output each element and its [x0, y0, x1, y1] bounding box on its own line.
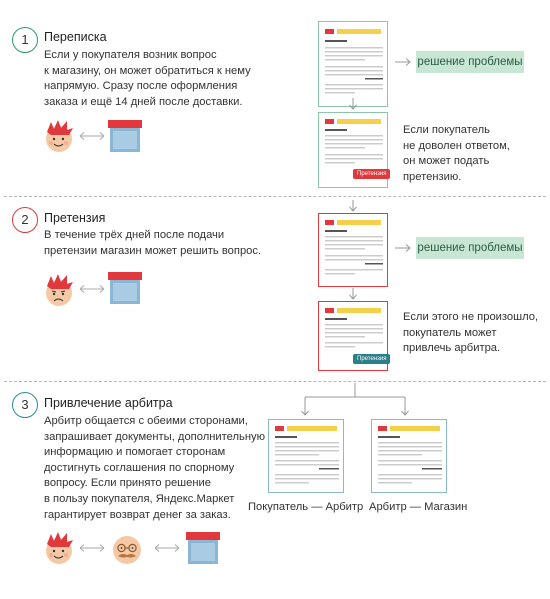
customer-icon: [42, 272, 76, 308]
step-1-text: Если у покупателя возник вопрос к магазину, он может обратиться к нему напрямую. Сразу после оформления заказа и ещё 14 дней после доставки.: [44, 49, 251, 108]
section-divider: [4, 381, 546, 382]
step-2-note: Если этого не произошло, покупатель может привлечь арбитра.: [403, 311, 539, 355]
arbiter-icon: [109, 532, 145, 566]
step-2-text: В течение трёх дней после подачи претензии магазин может решить вопрос.: [44, 229, 262, 257]
step-3-number: 3: [12, 392, 38, 418]
store-icon: [108, 120, 142, 153]
document-icon: [318, 213, 388, 287]
store-icon: [186, 532, 220, 565]
double-arrow-icon: [78, 284, 106, 294]
double-arrow-icon: [78, 543, 106, 553]
step-3-text: Арбитр общается с обеими сторонами, запрашивает документы, дополнительную информацию и помогает сторонам достигнуть соглашения по спорному вопросу. Если принято решение в пользу покупателя, Яндекс.Маркет гарантирует возврат денег за заказ.: [44, 415, 266, 521]
document-icon: [268, 419, 344, 493]
solution-pill-1: решение проблемы: [416, 51, 524, 73]
solution-pill-2: решение проблемы: [416, 237, 524, 259]
arrow-right-icon: [394, 243, 412, 253]
arrow-down-icon: [348, 287, 358, 301]
double-arrow-icon: [78, 131, 106, 141]
step-1-number: 1: [12, 27, 38, 53]
left-caption: Покупатель — Арбитр: [248, 501, 364, 513]
right-caption: Арбитр — Магазин: [369, 501, 468, 513]
step-3-title: Привлечение арбитра: [44, 396, 173, 410]
document-icon: [318, 112, 388, 188]
claim-stamp: Претензия: [353, 354, 390, 364]
arrow-down-icon: [348, 97, 358, 111]
customer-icon: [42, 118, 76, 154]
claim-stamp: Претензия: [353, 169, 390, 179]
step-2-title: Претензия: [44, 211, 106, 225]
document-icon: [371, 419, 447, 493]
customer-icon: [42, 530, 76, 566]
store-icon: [108, 272, 142, 305]
double-arrow-icon: [153, 543, 181, 553]
step-1-title: Переписка: [44, 30, 107, 44]
branch-connector: [295, 383, 415, 417]
section-divider: [4, 196, 546, 197]
arrow-down-icon: [348, 199, 358, 213]
step-2-number: 2: [12, 207, 38, 233]
arrow-right-icon: [394, 57, 412, 67]
step-1-note: Если покупатель не доволен ответом, он может подать претензию.: [403, 124, 510, 183]
document-icon: [318, 21, 388, 107]
document-icon: [318, 301, 388, 371]
